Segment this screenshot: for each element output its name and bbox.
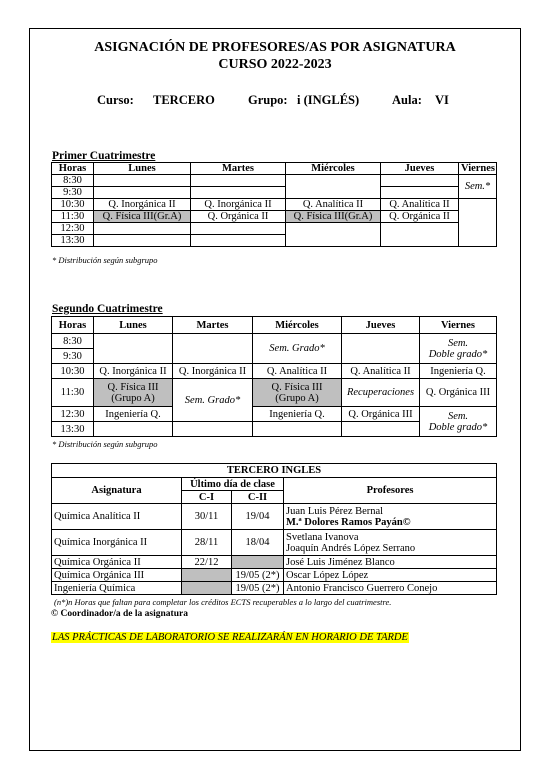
empty-cell: [191, 187, 286, 199]
hour-cell: 8:30: [52, 334, 94, 349]
class-cell: Q. Analítica II: [253, 364, 342, 379]
date-c2-cell: 18/04: [232, 530, 284, 556]
hour-cell: 11:30: [52, 211, 94, 223]
class-line: Q. Física III: [107, 381, 159, 393]
class-cell: [94, 379, 173, 407]
hour-cell: 12:30: [52, 407, 94, 422]
aula-value: VI: [435, 93, 449, 107]
seminar-line: Doble grado*: [428, 348, 488, 360]
grupo-label: Grupo:: [248, 93, 288, 107]
header-horas: Horas: [52, 163, 94, 175]
hour-cell: 13:30: [52, 235, 94, 247]
ects-note: (n*)n Horas que faltan para completar los créditos ECTS recuperables a lo largo del cuatrimestre.: [54, 597, 392, 607]
empty-cell: [381, 223, 459, 247]
empty-cell: [253, 422, 342, 437]
primer-note: * Distribución según subgrupo: [52, 255, 158, 265]
header-jueves: Jueves: [342, 317, 420, 334]
class-cell: Q. Analítica II: [381, 199, 459, 211]
class-cell: Ingeniería Q.: [253, 407, 342, 422]
martes-seminar: Sem. Grado*: [173, 379, 253, 422]
header-viernes: Viernes: [420, 317, 497, 334]
empty-cell: [381, 175, 459, 187]
date-c2-cell: 19/05 (2*): [232, 569, 284, 582]
segundo-schedule-table: [51, 316, 497, 437]
hour-cell: 8:30: [52, 175, 94, 187]
empty-cell: [94, 334, 173, 364]
asignatura-cell: Química Analítica II: [52, 504, 182, 530]
class-cell: Recuperaciones: [342, 379, 420, 407]
hour-cell: 10:30: [52, 199, 94, 211]
seminar-line: Sem.: [447, 337, 469, 349]
header-profesores: Profesores: [284, 478, 497, 504]
class-cell: Q. Orgánica II: [381, 211, 459, 223]
class-line: Q. Física III: [271, 381, 323, 393]
asignatura-cell: Química Inorgánica II: [52, 530, 182, 556]
profesor-name: Svetlana Ivanova: [286, 531, 359, 543]
date-c2-cell: 19/05 (2*): [232, 582, 284, 595]
empty-cell: [342, 334, 420, 364]
profesor-cell: Oscar López López: [284, 569, 497, 582]
profesor-name: Juan Luis Pérez Bernal: [286, 505, 384, 517]
profesores-title: TERCERO INGLES: [52, 464, 497, 478]
header-asignatura: Asignatura: [52, 478, 182, 504]
viernes-seminar: [420, 407, 497, 437]
header-martes: Martes: [191, 163, 286, 175]
class-cell: Q. Física III(Gr.A): [286, 211, 381, 223]
header-jueves: Jueves: [381, 163, 459, 175]
asignatura-cell: Química Orgánica III: [52, 569, 182, 582]
date-c1-cell: [182, 569, 232, 582]
hour-cell: 9:30: [52, 349, 94, 364]
empty-cell: [94, 422, 173, 437]
hour-cell: 10:30: [52, 364, 94, 379]
segundo-heading: Segundo Cuatrimestre: [52, 303, 163, 315]
empty-cell: [94, 175, 191, 187]
date-c1-cell: [182, 582, 232, 595]
header-c1: C-I: [182, 491, 232, 504]
curso-value: TERCERO: [153, 93, 215, 107]
header-c2: C-II: [232, 491, 284, 504]
empty-cell: [342, 422, 420, 437]
profesor-name: Joaquín Andrés López Serrano: [286, 542, 416, 554]
class-cell: Q. Física III(Gr.A): [94, 211, 191, 223]
empty-cell: [94, 187, 191, 199]
date-c1-cell: 22/12: [182, 556, 232, 569]
class-cell: Q. Orgánica II: [191, 211, 286, 223]
asignatura-cell: Ingeniería Química: [52, 582, 182, 595]
header-lunes: Lunes: [94, 317, 173, 334]
empty-cell: [191, 175, 286, 187]
date-c2-cell: 19/04: [232, 504, 284, 530]
class-cell: Q. Inorgánica II: [94, 364, 173, 379]
class-cell: Q. Inorgánica II: [191, 199, 286, 211]
class-line: (Grupo A): [111, 392, 155, 404]
empty-cell: [286, 175, 381, 199]
header-martes: Martes: [173, 317, 253, 334]
grupo-value: i (INGLÉS): [297, 93, 360, 107]
coordinator-name: M.ª Dolores Ramos Payán©: [286, 516, 411, 528]
hour-cell: 13:30: [52, 422, 94, 437]
empty-cell: [94, 223, 191, 235]
hour-cell: 9:30: [52, 187, 94, 199]
curso-label: Curso:: [97, 93, 134, 107]
class-cell: Q. Orgánica III: [342, 407, 420, 422]
class-cell: Ingeniería Q.: [420, 364, 497, 379]
date-c2-cell: [232, 556, 284, 569]
lab-notice: LAS PRÁCTICAS DE LABORATORIO SE REALIZARÁN EN HORARIO DE TARDE: [52, 632, 408, 643]
profesor-cell: José Luis Jiménez Blanco: [284, 556, 497, 569]
empty-cell: [191, 235, 286, 247]
class-cell: Q. Inorgánica II: [94, 199, 191, 211]
empty-cell: [173, 422, 253, 437]
profesores-table: [51, 463, 497, 595]
seminar-line: Doble grado*: [428, 421, 488, 433]
empty-cell: [381, 187, 459, 199]
class-cell: Q. Analítica II: [286, 199, 381, 211]
coordinator-note: © Coordinador/a de la asignatura: [51, 609, 188, 619]
class-cell: Q. Analítica II: [342, 364, 420, 379]
empty-cell: [173, 334, 253, 364]
primer-heading: Primer Cuatrimestre: [52, 150, 156, 162]
header-ultimo-dia: Último día de clase: [182, 478, 284, 491]
class-cell: Q. Inorgánica II: [173, 364, 253, 379]
header-horas: Horas: [52, 317, 94, 334]
header-lunes: Lunes: [94, 163, 191, 175]
empty-cell: [286, 223, 381, 247]
header-miercoles: Miércoles: [253, 317, 342, 334]
hour-cell: 11:30: [52, 379, 94, 407]
date-c1-cell: 28/11: [182, 530, 232, 556]
viernes-seminar: [420, 334, 497, 364]
hour-cell: 12:30: [52, 223, 94, 235]
empty-cell: [459, 199, 497, 247]
viernes-seminar: Sem.*: [459, 175, 497, 199]
date-c1-cell: 30/11: [182, 504, 232, 530]
profesor-cell: [284, 530, 497, 556]
course-year: CURSO 2022-2023: [218, 57, 332, 72]
aula-label: Aula:: [392, 93, 422, 107]
class-cell: Ingeniería Q.: [94, 407, 173, 422]
miercoles-seminar: Sem. Grado*: [253, 334, 342, 364]
profesor-cell: Antonio Francisco Guerrero Conejo: [284, 582, 497, 595]
class-cell: Q. Orgánica III: [420, 379, 497, 407]
seminar-line: Sem.: [447, 410, 469, 422]
asignatura-cell: Química Orgánica II: [52, 556, 182, 569]
header-miercoles: Miércoles: [286, 163, 381, 175]
page-title: ASIGNACIÓN DE PROFESORES/AS POR ASIGNATURA: [94, 40, 456, 55]
class-line: (Grupo A): [275, 392, 319, 404]
empty-cell: [191, 223, 286, 235]
profesor-cell: [284, 504, 497, 530]
class-cell: [253, 379, 342, 407]
header-viernes: Viernes: [459, 163, 497, 175]
primer-schedule-table: [51, 162, 497, 247]
empty-cell: [94, 235, 191, 247]
segundo-note: * Distribución según subgrupo: [52, 439, 158, 449]
